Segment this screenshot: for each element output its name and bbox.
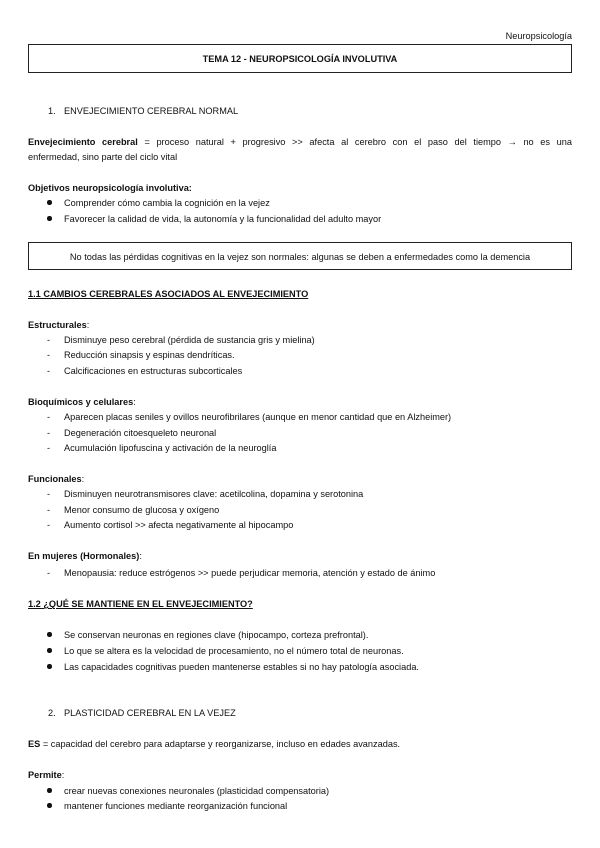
list-item: Disminuye peso cerebral (pérdida de sustancia gris y mielina) bbox=[64, 335, 315, 345]
bullet-icon bbox=[47, 803, 52, 808]
dash-marker: - bbox=[47, 520, 51, 530]
dash-marker: - bbox=[47, 412, 51, 422]
list-item: Reducción sinapsis y espinas dendríticas. bbox=[64, 350, 235, 360]
list-item: Menopausia: reduce estrógenos >> puede perjudicar memoria, atención y estado de ánimo bbox=[64, 568, 436, 578]
list-item: Menor consumo de glucosa y oxígeno bbox=[64, 505, 220, 515]
list-item: Lo que se altera es la velocidad de procesamiento, no el número total de neuronas. bbox=[64, 646, 404, 656]
list-item: Degeneración citoesqueleto neuronal bbox=[64, 428, 217, 438]
dash-marker: - bbox=[47, 568, 51, 578]
bullet-icon bbox=[47, 648, 52, 653]
group-label-bioquimicos: Bioquímicos y celulares: bbox=[28, 397, 136, 407]
group-label-estructurales: Estructurales: bbox=[28, 320, 90, 330]
definition-line-1 bbox=[28, 136, 572, 148]
bullet-icon bbox=[47, 200, 52, 205]
group-label-funcionales: Funcionales: bbox=[28, 474, 85, 484]
bullet-icon bbox=[47, 788, 52, 793]
section-1-title: ENVEJECIMIENTO CEREBRAL NORMAL bbox=[64, 106, 239, 116]
definition-text: = proceso natural + progresivo >> afecta al cerebro con el paso del tiempo → no es una bbox=[137, 137, 572, 147]
list-item: Las capacidades cognitivas pueden mantenerse estables si no hay patología asociada. bbox=[64, 662, 419, 672]
objectives-label: Objetivos neuropsicología involutiva: bbox=[28, 183, 192, 193]
dash-marker: - bbox=[47, 366, 51, 376]
dash-marker: - bbox=[47, 505, 51, 515]
bullet-icon bbox=[47, 632, 52, 637]
document-title: TEMA 12 - NEUROPSICOLOGÍA INVOLUTIVA bbox=[202, 54, 398, 64]
section-2-number: 2. bbox=[48, 708, 56, 718]
title-box bbox=[28, 44, 572, 73]
list-item: crear nuevas conexiones neuronales (plasticidad compensatoria) bbox=[64, 786, 330, 796]
dash-marker: - bbox=[47, 443, 51, 453]
section-2-title: PLASTICIDAD CEREBRAL EN LA VEJEZ bbox=[64, 708, 236, 718]
dash-marker: - bbox=[47, 489, 51, 499]
dash-marker: - bbox=[47, 335, 51, 345]
dash-marker: - bbox=[47, 350, 51, 360]
subsection-1-1-title: 1.1 CAMBIOS CEREBRALES ASOCIADOS AL ENVEJECIMIENTO bbox=[28, 289, 309, 299]
list-item: mantener funciones mediante reorganización funcional bbox=[64, 801, 288, 811]
note-box bbox=[28, 242, 572, 270]
permite-label: Permite: bbox=[28, 770, 65, 780]
list-item: Disminuyen neurotransmisores clave: acetilcolina, dopamina y serotonina bbox=[64, 489, 364, 499]
plasticity-definition: ES = capacidad del cerebro para adaptarse y reorganizarse, incluso en edades avanzadas. bbox=[28, 739, 401, 749]
list-item: Aparecen placas seniles y ovillos neurofibrilares (aunque en menor cantidad que en Alzheimer) bbox=[64, 412, 452, 422]
definition-term: Envejecimiento cerebral bbox=[28, 137, 138, 147]
note-text: No todas las pérdidas cognitivas en la vejez son normales: algunas se deben a enfermedades como la demencia bbox=[69, 252, 531, 262]
bullet-icon bbox=[47, 216, 52, 221]
list-item: Calcificaciones en estructuras subcorticales bbox=[64, 366, 243, 376]
group-label-hormonales: En mujeres (Hormonales): bbox=[28, 551, 142, 561]
bullet-icon bbox=[47, 664, 52, 669]
subsection-1-2-title: 1.2 ¿QUÉ SE MANTIENE EN EL ENVEJECIMIENTO? bbox=[28, 599, 253, 609]
list-item: Acumulación lipofuscina y activación de la neuroglía bbox=[64, 443, 277, 453]
section-1-number: 1. bbox=[48, 106, 56, 116]
running-header: Neuropsicología bbox=[505, 31, 572, 41]
definition-line-2: enfermedad, sino parte del ciclo vital bbox=[28, 152, 178, 162]
objective-item: Comprender cómo cambia la cognición en la vejez bbox=[64, 198, 270, 208]
objective-item: Favorecer la calidad de vida, la autonomía y la funcionalidad del adulto mayor bbox=[64, 214, 382, 224]
dash-marker: - bbox=[47, 428, 51, 438]
list-item: Se conservan neuronas en regiones clave (hipocampo, corteza prefrontal). bbox=[64, 630, 369, 640]
list-item: Aumento cortisol >> afecta negativamente al hipocampo bbox=[64, 520, 294, 530]
